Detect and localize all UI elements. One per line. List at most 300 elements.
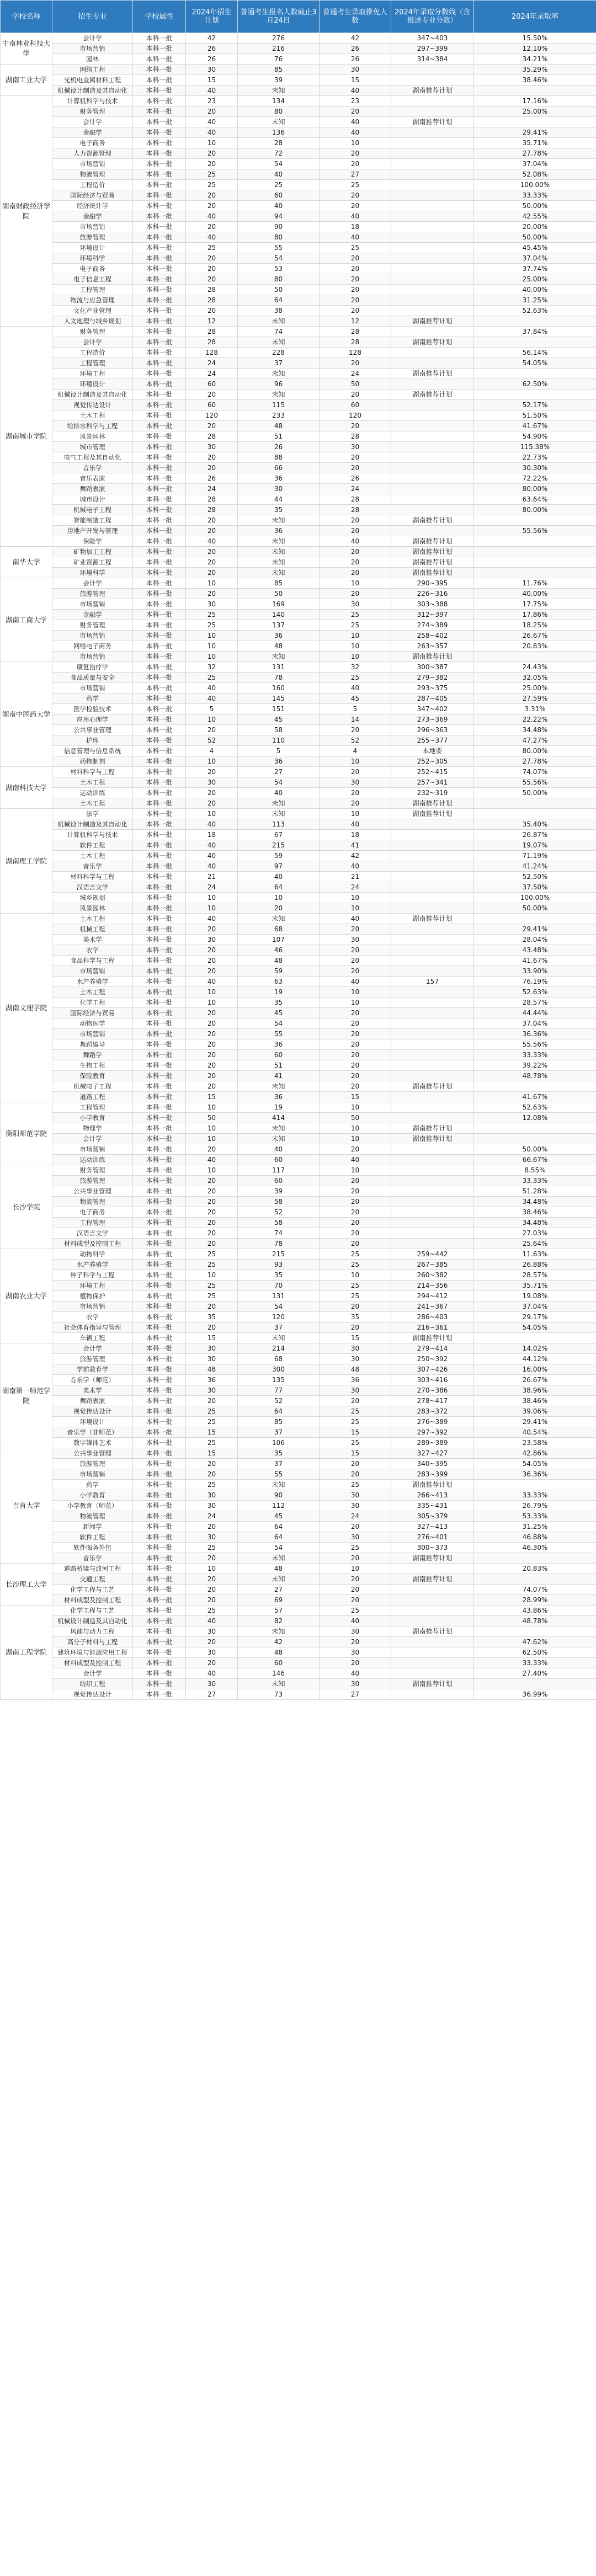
rate-cell: 72.22% [474,473,596,484]
table-row [1,924,596,935]
rate-cell: 44.44% [474,1008,596,1018]
table-row [1,1543,596,1553]
score-cell: 279~382 [391,673,474,683]
applicants-cell: 48 [238,1647,320,1658]
type-cell: 本科一批 [133,935,186,945]
major-cell: 农学 [52,1312,133,1322]
plan-cell: 30 [186,935,238,945]
exempt-cell: 25 [320,1291,391,1302]
table-row [1,809,596,819]
rate-cell: 115.38% [474,442,596,452]
applicants-cell: 50 [238,589,320,599]
exempt-cell: 24 [320,1511,391,1522]
type-cell: 本科一批 [133,1417,186,1427]
rate-cell: 26.87% [474,830,596,840]
major-cell: 旅游管理 [52,1459,133,1469]
table-row [1,505,596,515]
major-cell: 数字媒体艺术 [52,1438,133,1448]
major-cell: 土木工程 [52,777,133,788]
exempt-cell: 40 [320,977,391,987]
rate-cell: 36.36% [474,1029,596,1039]
type-cell: 本科一批 [133,96,186,106]
type-cell: 本科一批 [133,809,186,819]
rate-cell [474,86,596,96]
score-cell: 278~417 [391,1396,474,1406]
exempt-cell: 23 [320,96,391,106]
plan-cell: 10 [186,1564,238,1574]
table-row [1,201,596,211]
table-row [1,1438,596,1448]
rate-cell: 52.08% [474,169,596,180]
table-row [1,159,596,169]
exempt-cell: 30 [320,1354,391,1364]
plan-cell: 23 [186,96,238,106]
exempt-cell: 25 [320,1480,391,1490]
plan-cell: 10 [186,714,238,725]
applicants-cell: 80 [238,232,320,243]
exempt-cell: 20 [320,190,391,201]
type-cell: 本科一批 [133,400,186,410]
major-cell: 公共事业管理 [52,725,133,735]
plan-cell: 20 [186,1469,238,1480]
type-cell: 本科一批 [133,452,186,463]
applicants-cell: 59 [238,851,320,861]
exempt-cell: 30 [320,777,391,788]
applicants-cell: 35 [238,1448,320,1459]
score-cell: 276~389 [391,1417,474,1427]
applicants-cell: 30 [238,484,320,494]
exempt-cell: 30 [320,935,391,945]
type-cell: 本科一批 [133,641,186,652]
major-cell: 种子科学与工程 [52,1270,133,1281]
major-cell: 药物制剂 [52,756,133,767]
exempt-cell: 60 [320,400,391,410]
major-cell: 市场营销 [52,599,133,610]
table-row [1,1480,596,1490]
plan-cell: 10 [186,138,238,148]
table-row [1,316,596,327]
exempt-cell: 10 [320,1134,391,1144]
plan-cell: 40 [186,977,238,987]
type-cell: 本科一批 [133,903,186,914]
table-row [1,935,596,945]
type-cell: 本科一批 [133,1092,186,1102]
table-row [1,1364,596,1375]
table-row [1,746,596,756]
exempt-cell: 20 [320,1207,391,1218]
exempt-cell: 48 [320,1364,391,1375]
score-cell: 297~392 [391,1427,474,1438]
rate-cell: 8.55% [474,1165,596,1176]
score-cell: 296~363 [391,725,474,735]
table-row [1,599,596,610]
score-cell: 286~403 [391,1312,474,1322]
rate-cell: 52.63% [474,987,596,998]
major-cell: 电子商务 [52,1207,133,1218]
rate-cell: 37.74% [474,264,596,274]
major-cell: 国际经济与贸易 [52,1008,133,1018]
applicants-cell: 214 [238,1343,320,1354]
major-cell: 音乐学 [52,463,133,473]
table-row [1,557,596,568]
table-row [1,1448,596,1459]
score-cell: 湖南推荐计划 [391,809,474,819]
rate-cell: 50.00% [474,1144,596,1155]
major-cell: 市场营销 [52,159,133,169]
table-row [1,442,596,452]
rate-cell: 19.08% [474,1291,596,1302]
plan-cell: 20 [186,1018,238,1029]
rate-cell: 25.00% [474,274,596,285]
rate-cell: 44.12% [474,1354,596,1364]
rate-cell: 50.00% [474,788,596,798]
rate-cell: 37.04% [474,1018,596,1029]
major-cell: 软件工程 [52,840,133,851]
plan-cell: 10 [186,631,238,641]
major-cell: 美术学 [52,935,133,945]
plan-cell: 60 [186,379,238,390]
plan-cell: 15 [186,1427,238,1438]
plan-cell: 20 [186,1595,238,1606]
major-cell: 交通工程 [52,1574,133,1585]
plan-cell: 20 [186,1071,238,1081]
plan-cell: 20 [186,966,238,977]
type-cell: 本科一批 [133,86,186,96]
type-cell: 本科一批 [133,798,186,809]
table-row [1,1553,596,1564]
rate-cell [474,809,596,819]
type-cell: 本科一批 [133,1176,186,1186]
rate-cell [474,1574,596,1585]
applicants-cell: 36 [238,756,320,767]
exempt-cell: 18 [320,222,391,232]
score-cell: 湖南推荐计划 [391,1574,474,1585]
plan-cell: 25 [186,1480,238,1490]
exempt-cell: 30 [320,1679,391,1689]
score-cell [391,1689,474,1700]
type-cell: 本科一批 [133,589,186,599]
table-row [1,96,596,106]
rate-cell: 51.50% [474,410,596,421]
plan-cell: 120 [186,410,238,421]
score-cell [391,243,474,253]
table-row [1,44,596,54]
plan-cell: 20 [186,1637,238,1647]
rate-cell: 80.00% [474,484,596,494]
exempt-cell: 20 [320,1176,391,1186]
table-body [1,33,596,1700]
score-cell [391,452,474,463]
table-row [1,568,596,578]
major-cell: 纺织工程 [52,1679,133,1689]
exempt-cell: 26 [320,473,391,484]
score-cell [391,463,474,473]
type-cell: 本科一批 [133,557,186,568]
applicants-cell: 140 [238,610,320,620]
applicants-cell: 25 [238,180,320,190]
type-cell: 本科一批 [133,1228,186,1239]
type-cell: 本科一批 [133,1689,186,1700]
rate-cell: 37.04% [474,253,596,264]
exempt-cell: 25 [320,243,391,253]
plan-cell: 32 [186,662,238,673]
table-row [1,285,596,295]
major-cell: 环境设计 [52,1417,133,1427]
score-cell: 266~413 [391,1490,474,1501]
table-row [1,1522,596,1532]
exempt-cell: 10 [320,893,391,903]
rate-cell: 17.75% [474,599,596,610]
exempt-cell: 20 [320,390,391,400]
score-cell: 312~397 [391,610,474,620]
plan-cell: 30 [186,1626,238,1637]
applicants-cell: 50 [238,285,320,295]
score-cell: 214~356 [391,1281,474,1291]
applicants-cell: 145 [238,694,320,704]
table-row [1,1595,596,1606]
score-cell [391,169,474,180]
applicants-cell: 37 [238,358,320,369]
table-row [1,452,596,463]
plan-cell: 25 [186,610,238,620]
table-row [1,410,596,421]
school-name-cell: 湖南农业大学 [1,1249,52,1343]
rate-cell: 38.46% [474,1207,596,1218]
score-cell: 258~402 [391,631,474,641]
exempt-cell: 20 [320,1522,391,1532]
score-cell: 297~399 [391,44,474,54]
major-cell: 保险教育 [52,1071,133,1081]
exempt-cell: 30 [320,1501,391,1511]
plan-cell: 25 [186,1406,238,1417]
applicants-cell: 77 [238,1385,320,1396]
major-cell: 土木工程 [52,798,133,809]
plan-cell: 20 [186,452,238,463]
exempt-cell: 10 [320,652,391,662]
table-row [1,1039,596,1050]
major-cell: 机械电子工程 [52,505,133,515]
applicants-cell: 146 [238,1668,320,1679]
exempt-cell: 27 [320,1689,391,1700]
table-row [1,620,596,631]
applicants-cell: 未知 [238,547,320,557]
score-cell: 347~403 [391,33,474,44]
type-cell: 本科一批 [133,285,186,295]
applicants-cell: 60 [238,1176,320,1186]
applicants-cell: 48 [238,956,320,966]
plan-cell: 10 [186,998,238,1008]
score-cell [391,148,474,159]
rate-cell [474,914,596,924]
major-cell: 机械工程 [52,924,133,935]
exempt-cell: 20 [320,1018,391,1029]
plan-cell: 24 [186,1511,238,1522]
rate-cell: 11.63% [474,1249,596,1260]
plan-cell: 30 [186,442,238,452]
plan-cell: 15 [186,1333,238,1343]
score-cell: 湖南推荐计划 [391,1480,474,1490]
major-cell: 金融学 [52,610,133,620]
rate-cell [474,117,596,127]
table-row [1,945,596,956]
score-cell [391,431,474,442]
score-cell [391,190,474,201]
table-row [1,1354,596,1364]
score-cell [391,1658,474,1668]
major-cell: 音乐表演 [52,473,133,484]
major-cell: 机械设计制造及其自动化 [52,86,133,96]
table-row [1,211,596,222]
score-cell: 湖南推荐计划 [391,1123,474,1134]
plan-cell: 27 [186,1689,238,1700]
major-cell: 小学教育 [52,1490,133,1501]
table-row [1,1239,596,1249]
plan-cell: 12 [186,316,238,327]
applicants-cell: 233 [238,410,320,421]
type-cell: 本科一批 [133,526,186,536]
score-cell: 267~385 [391,1260,474,1270]
applicants-cell: 90 [238,1490,320,1501]
table-row [1,1679,596,1689]
major-cell: 市场营销 [52,222,133,232]
exempt-cell: 20 [320,159,391,169]
exempt-cell: 20 [320,295,391,306]
rate-cell: 62.50% [474,1647,596,1658]
type-cell: 本科一批 [133,987,186,998]
exempt-cell: 12 [320,316,391,327]
exempt-cell: 40 [320,914,391,924]
applicants-cell: 414 [238,1113,320,1123]
score-cell [391,945,474,956]
type-cell: 本科一批 [133,1102,186,1113]
applicants-cell: 45 [238,1511,320,1522]
plan-cell: 40 [186,1616,238,1626]
plan-cell: 20 [186,253,238,264]
major-cell: 机械电子工程 [52,1081,133,1092]
exempt-cell: 30 [320,1647,391,1658]
plan-cell: 25 [186,1260,238,1270]
rate-cell: 17.16% [474,96,596,106]
rate-cell: 54.05% [474,1322,596,1333]
applicants-cell: 137 [238,620,320,631]
table-row [1,987,596,998]
score-cell [391,159,474,169]
table-row [1,714,596,725]
header-plan: 2024年招生计划 [186,1,238,33]
table-row [1,662,596,673]
exempt-cell: 20 [320,1302,391,1312]
major-cell: 软件工程 [52,1532,133,1543]
rate-cell: 28.57% [474,998,596,1008]
type-cell: 本科一批 [133,1469,186,1480]
table-row [1,861,596,872]
type-cell: 本科一批 [133,746,186,756]
type-cell: 本科一批 [133,1018,186,1029]
applicants-cell: 37 [238,1322,320,1333]
score-cell [391,379,474,390]
type-cell: 本科一批 [133,148,186,159]
exempt-cell: 20 [320,274,391,285]
exempt-cell: 20 [320,725,391,735]
major-cell: 小学教育 [52,1113,133,1123]
plan-cell: 20 [186,274,238,285]
table-row [1,1197,596,1207]
major-cell: 材料科学与工程 [52,767,133,777]
plan-cell: 30 [186,1354,238,1364]
major-cell: 汉语言文学 [52,882,133,893]
major-cell: 动物医学 [52,1018,133,1029]
major-cell: 旅游管理 [52,1176,133,1186]
exempt-cell: 25 [320,1417,391,1427]
type-cell: 本科一批 [133,819,186,830]
score-cell: 湖南推荐计划 [391,1679,474,1689]
exempt-cell: 10 [320,138,391,148]
table-row [1,253,596,264]
rate-cell: 43.48% [474,945,596,956]
applicants-cell: 未知 [238,568,320,578]
applicants-cell: 未知 [238,809,320,819]
rate-cell: 36.36% [474,1469,596,1480]
rate-cell: 27.03% [474,1228,596,1239]
applicants-cell: 未知 [238,652,320,662]
table-row [1,1081,596,1092]
applicants-cell: 未知 [238,1574,320,1585]
rate-cell: 28.57% [474,1270,596,1281]
plan-cell: 128 [186,348,238,358]
score-cell [391,1186,474,1197]
plan-cell: 30 [186,1501,238,1511]
rate-cell: 17.86% [474,610,596,620]
applicants-cell: 46 [238,945,320,956]
major-cell: 金融学 [52,127,133,138]
rate-cell: 46.88% [474,1532,596,1543]
table-row [1,683,596,694]
score-cell: 湖南推荐计划 [391,1553,474,1564]
table-row [1,893,596,903]
rate-cell: 37.84% [474,327,596,337]
exempt-cell: 30 [320,1626,391,1637]
header-school: 学校名称 [1,1,52,33]
exempt-cell: 20 [320,1469,391,1480]
applicants-cell: 27 [238,1585,320,1595]
rate-cell: 37.04% [474,1302,596,1312]
major-cell: 会计学 [52,578,133,589]
rate-cell: 33.33% [474,190,596,201]
type-cell: 本科一批 [133,253,186,264]
applicants-cell: 120 [238,1312,320,1322]
score-cell: 303~388 [391,599,474,610]
plan-cell: 25 [186,1438,238,1448]
plan-cell: 40 [186,232,238,243]
applicants-cell: 19 [238,987,320,998]
plan-cell: 20 [186,390,238,400]
exempt-cell: 50 [320,1113,391,1123]
table-row [1,1050,596,1060]
plan-cell: 20 [186,1522,238,1532]
applicants-cell: 40 [238,1144,320,1155]
rate-cell [474,557,596,568]
exempt-cell: 20 [320,148,391,159]
table-row [1,536,596,547]
type-cell: 本科一批 [133,620,186,631]
score-cell: 255~377 [391,735,474,746]
plan-cell: 10 [186,641,238,652]
score-cell: 279~414 [391,1343,474,1354]
major-cell: 舞蹈表演 [52,1396,133,1406]
exempt-cell: 45 [320,694,391,704]
major-cell: 化学工程与工艺 [52,1585,133,1595]
applicants-cell: 69 [238,1595,320,1606]
